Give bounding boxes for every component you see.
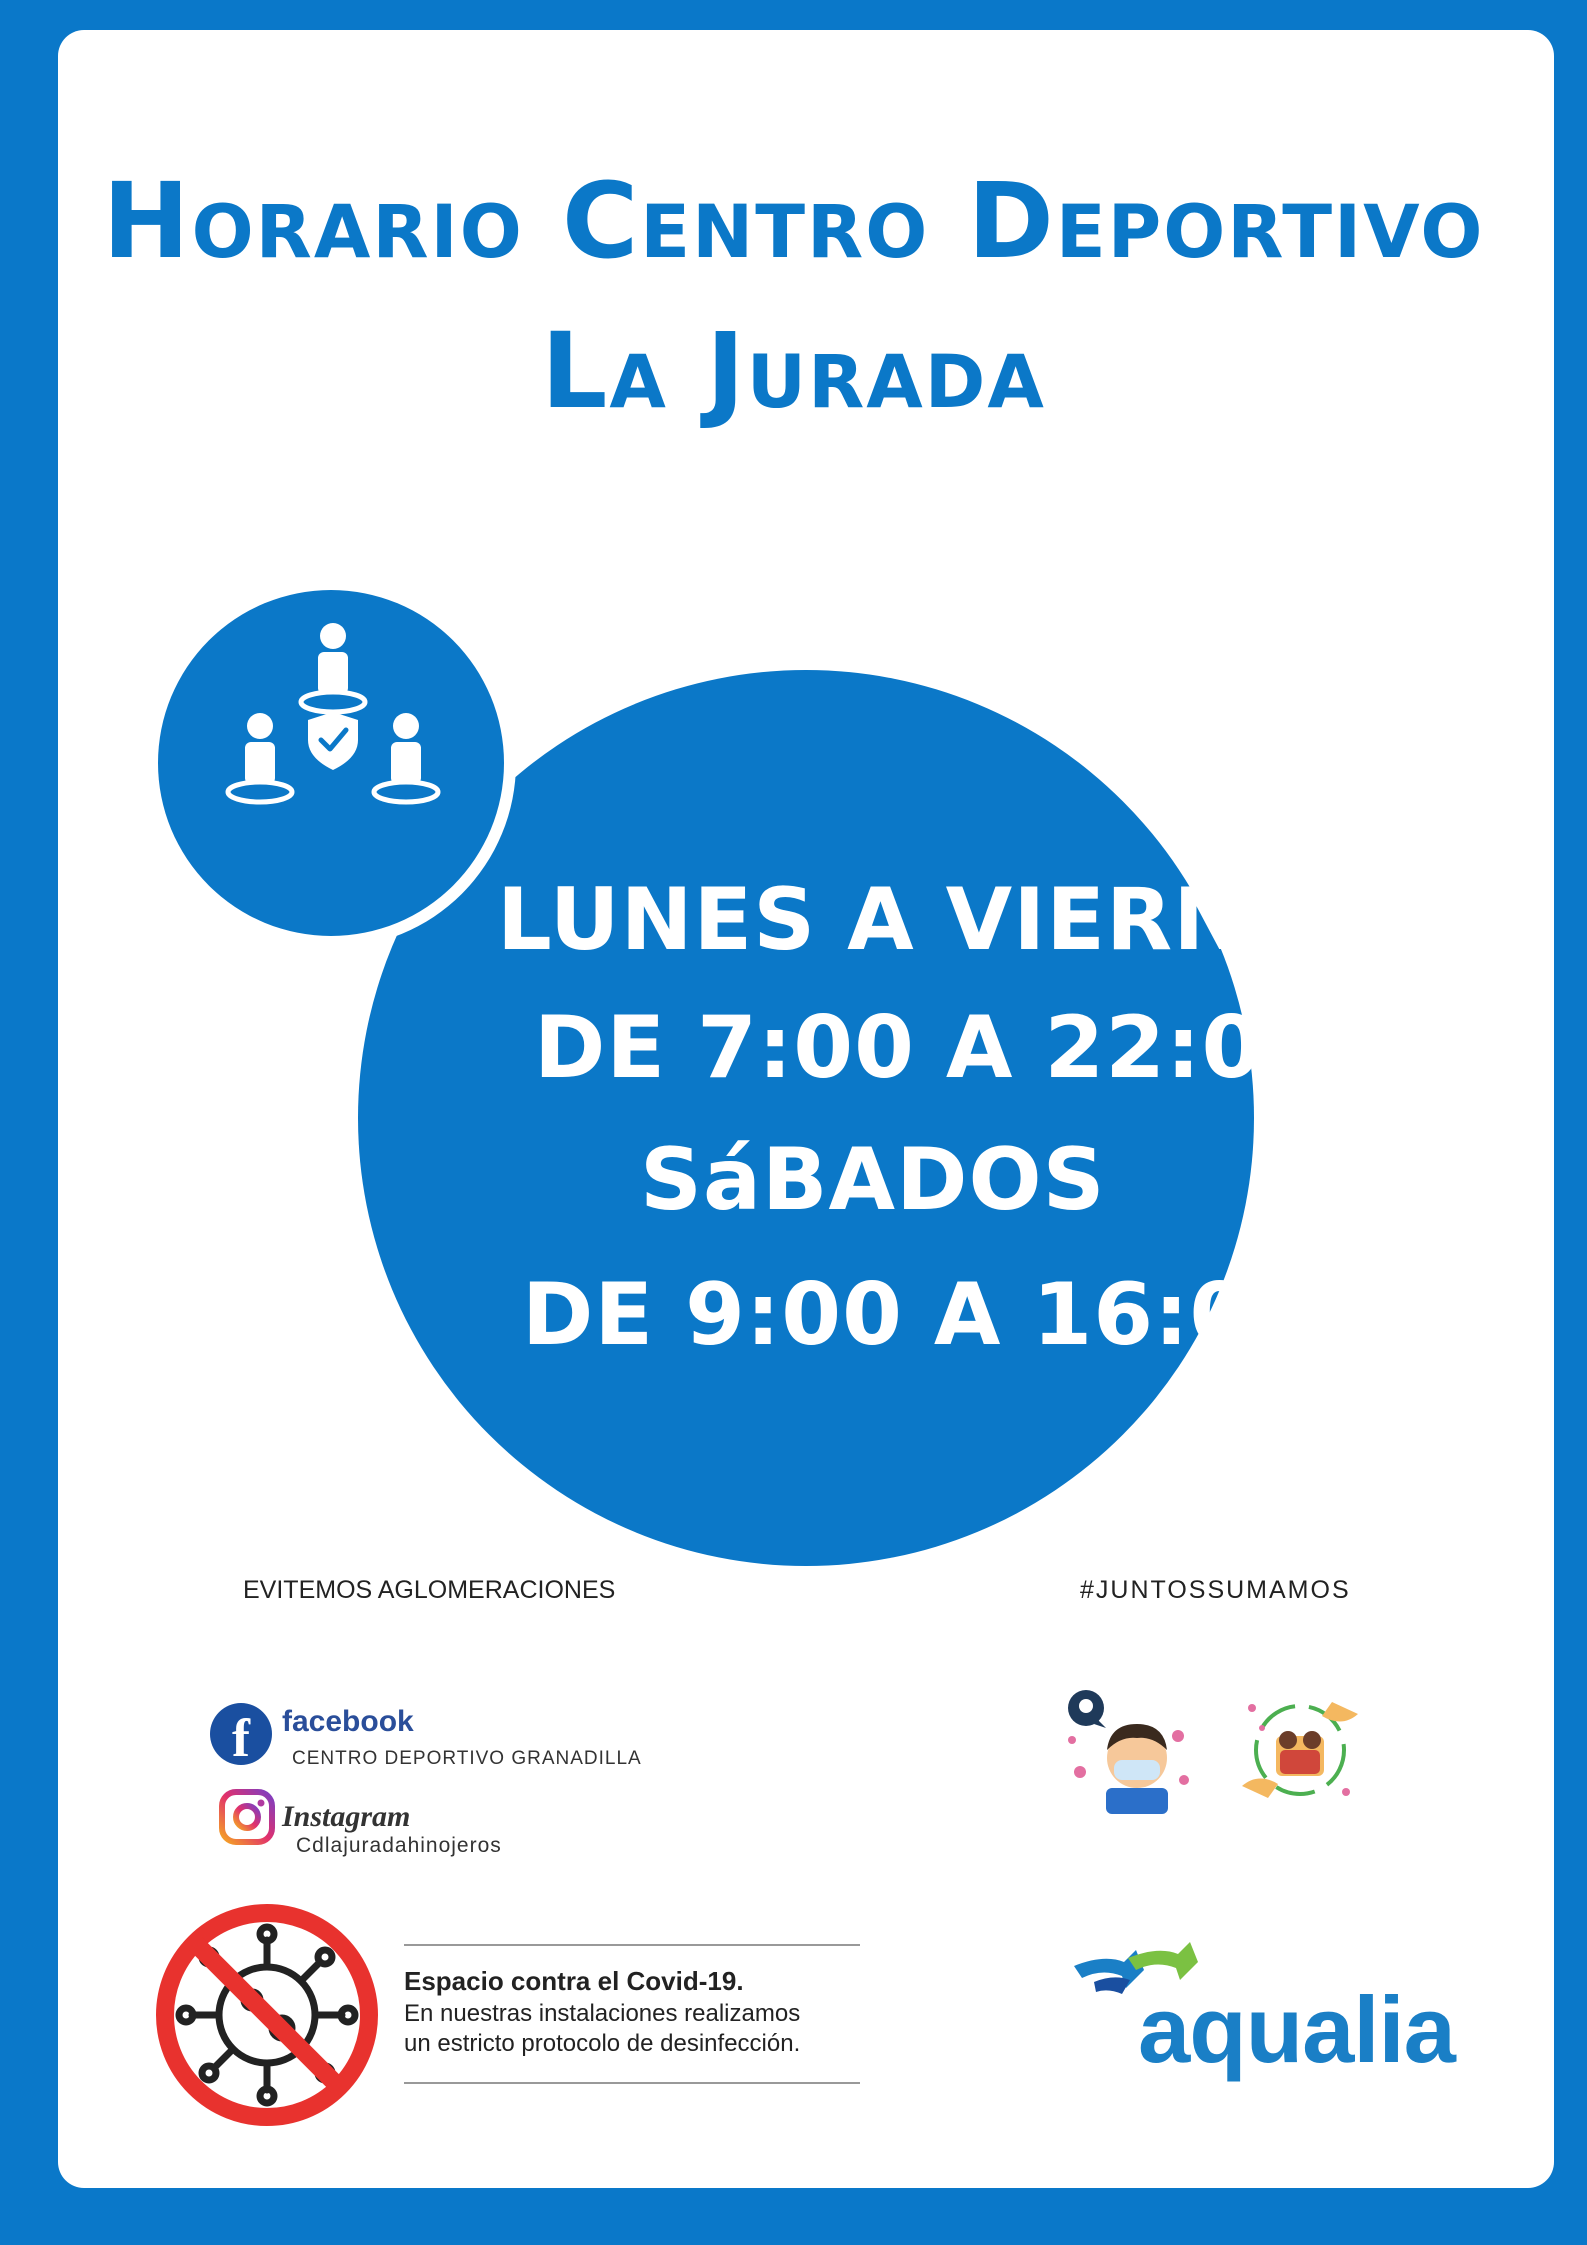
no-virus-icon xyxy=(152,1900,382,2130)
aqualia-wordmark: aqualia xyxy=(1138,1977,1455,2082)
facebook-account: CENTRO DEPORTIVO GRANADILLA xyxy=(292,1748,642,1769)
schedule-weekdays: LUNES A VIERNES xyxy=(497,870,1369,970)
facebook-label: facebook xyxy=(282,1705,414,1738)
schedule-saturdays-hours: DE 9:00 A 16:00. xyxy=(522,1265,1345,1365)
facebook-icon: f xyxy=(210,1703,272,1765)
covid-text-line2: un estricto protocolo de desinfección. xyxy=(404,2030,801,2057)
instagram-label: Instagram xyxy=(282,1800,411,1833)
mask-person-icon xyxy=(1058,1680,1198,1820)
family-care-icon xyxy=(1238,1688,1362,1812)
schedule-saturdays: SáBADOS xyxy=(640,1130,1106,1230)
people-shield-icon xyxy=(208,608,458,838)
instagram-account: Cdlajuradahinojeros xyxy=(296,1834,502,1857)
hashtag-text: #JUNTOSSUMAMOS xyxy=(1080,1576,1351,1604)
page-title-line2: La Jurada xyxy=(541,310,1046,432)
covid-text-line1: En nuestras instalaciones realizamos xyxy=(404,2000,801,2027)
avoid-crowds-text: EVITEMOS AGLOMERACIONES xyxy=(243,1576,616,1604)
instagram-icon xyxy=(218,1788,276,1846)
page-title-line1: Horario Centro Deportivo xyxy=(102,160,1485,282)
covid-title: Espacio contra el Covid-19. xyxy=(404,1966,744,1996)
schedule-weekdays-hours: DE 7:00 A 22:00 xyxy=(534,998,1324,1098)
